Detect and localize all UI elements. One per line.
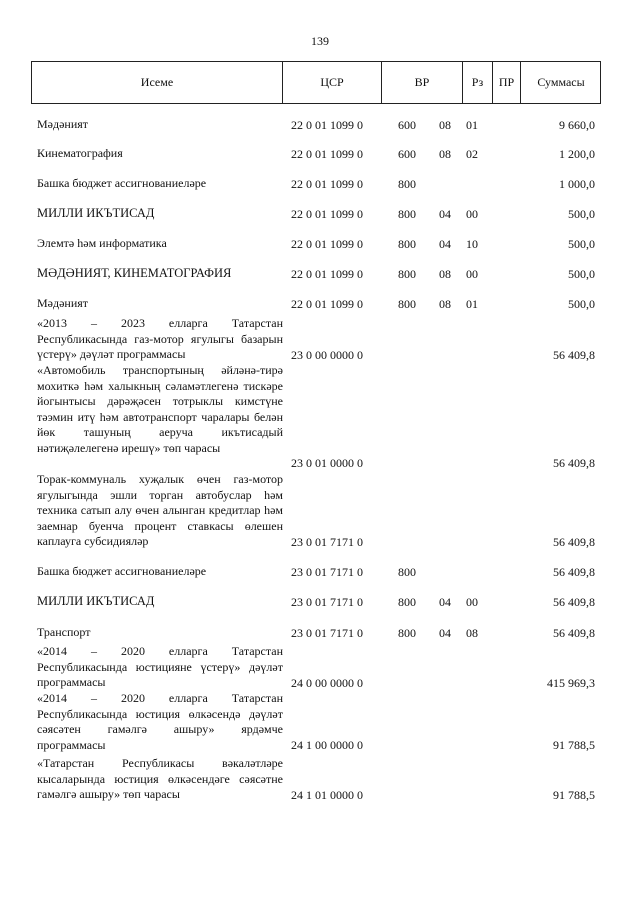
row-vr: 800	[398, 237, 416, 251]
row-name: Башка бюджет ассигнованиеләре	[37, 564, 207, 579]
table-row	[0, 595, 640, 610]
header-pr: ПР	[492, 62, 520, 103]
row-vr: 800	[398, 267, 416, 281]
row-pr: 01	[466, 297, 478, 311]
row-name: МИЛЛИ ИКЪТИСАД	[37, 206, 155, 221]
row-vr: 600	[398, 118, 416, 132]
row-name: МИЛЛИ ИКЪТИСАД	[37, 594, 155, 609]
row-vr: 600	[398, 147, 416, 161]
page-number: 139	[311, 34, 329, 48]
row-sum: 56 409,8	[553, 456, 595, 470]
row-pr: 00	[466, 595, 478, 609]
table-row	[0, 756, 640, 803]
row-name: Торак-коммуналь хуҗалык өчен газ-мотор ягулыгында эшли торган автобуслар һәм техника сатып алу өчен алынган кредитлар һәм заемнар буенча процент ставкасы өлешен каплауга субсидияләр	[37, 472, 283, 549]
row-sum: 56 409,8	[553, 348, 595, 362]
header-rz: Рз	[462, 62, 492, 103]
row-name: МӘДӘНИЯТ, КИНЕМАТОГРАФИЯ	[37, 266, 232, 281]
row-csr: 24 0 00 0000 0	[291, 676, 363, 690]
table-row	[0, 147, 640, 162]
row-name: «Автомобиль транспортының әйләнә-тирә мохиткә һәм халыкның сәламәтлегенә тискәре йогынтысы дәрәҗәсен тотрыклы кимстүне тәэмин итү һәм автотранспорт чаралары белән йөк ташуның аеруча икътисадый нәтиҗәлелегенә ирешү» төп чарасы	[37, 363, 283, 455]
row-csr: 22 0 01 1099 0	[291, 297, 363, 311]
row-name: Транспорт	[37, 625, 91, 640]
row-csr: 23 0 01 7171 0	[291, 565, 363, 579]
row-sum: 9 660,0	[559, 118, 595, 132]
row-sum: 500,0	[568, 207, 595, 221]
row-name: Мәдәният	[37, 296, 89, 311]
table-row	[0, 472, 640, 550]
row-rz: 08	[439, 147, 451, 161]
row-rz: 04	[439, 626, 451, 640]
row-sum: 415 969,3	[547, 676, 595, 690]
row-csr: 23 0 01 7171 0	[291, 626, 363, 640]
row-sum: 1 200,0	[559, 147, 595, 161]
table-row	[0, 691, 640, 753]
row-pr: 02	[466, 147, 478, 161]
table-row	[0, 644, 640, 691]
row-pr: 08	[466, 626, 478, 640]
row-csr: 22 0 01 1099 0	[291, 147, 363, 161]
row-vr: 800	[398, 177, 416, 191]
table-row	[0, 207, 640, 222]
row-pr: 00	[466, 267, 478, 281]
row-rz: 08	[439, 267, 451, 281]
row-rz: 08	[439, 297, 451, 311]
row-sum: 56 409,8	[553, 626, 595, 640]
row-rz: 08	[439, 118, 451, 132]
row-name: «Татарстан Республикасы вәкаләтләре кысаларында юстиция өлкәсендәге сәясәтне гамәлгә ашыру» төп чарасы	[37, 756, 283, 802]
table-header	[31, 61, 601, 104]
row-csr: 22 0 01 1099 0	[291, 177, 363, 191]
table-row	[0, 297, 640, 312]
row-sum: 500,0	[568, 237, 595, 251]
table-row	[0, 177, 640, 192]
table-row	[0, 237, 640, 252]
row-vr: 800	[398, 207, 416, 221]
header-name: Исеме	[140, 75, 174, 89]
row-csr: 22 0 01 1099 0	[291, 237, 363, 251]
table-row	[0, 267, 640, 282]
row-csr: 23 0 00 0000 0	[291, 348, 363, 362]
row-rz: 04	[439, 237, 451, 251]
row-sum: 500,0	[568, 297, 595, 311]
row-sum: 56 409,8	[553, 535, 595, 549]
row-name: Мәдәният	[37, 117, 89, 132]
row-rz: 04	[439, 595, 451, 609]
row-name: Башка бюджет ассигнованиеләре	[37, 176, 207, 191]
row-csr: 24 1 01 0000 0	[291, 788, 363, 802]
row-csr: 23 0 01 7171 0	[291, 535, 363, 549]
row-name: «2014 – 2020 елларга Татарстан Республикасында юстицияне үстерү» дәүләт программасы	[37, 644, 283, 690]
header-csr: ЦСР	[282, 62, 381, 103]
row-sum: 56 409,8	[553, 565, 595, 579]
row-csr: 22 0 01 1099 0	[291, 118, 363, 132]
row-vr: 800	[398, 297, 416, 311]
header-sum: Суммасы	[520, 62, 601, 103]
row-csr: 23 0 01 0000 0	[291, 456, 363, 470]
row-name: Кинематография	[37, 146, 123, 161]
row-sum: 91 788,5	[553, 738, 595, 752]
row-name: «2014 – 2020 елларга Татарстан Республикасында юстиция өлкәсендә дәүләт сәясәтен гамәлгә ашыру» ярдәмче программасы	[37, 691, 283, 752]
row-vr: 800	[398, 626, 416, 640]
row-rz: 04	[439, 207, 451, 221]
table-row	[0, 363, 640, 471]
row-csr: 22 0 01 1099 0	[291, 207, 363, 221]
row-vr: 800	[398, 595, 416, 609]
table-row	[0, 316, 640, 363]
row-pr: 00	[466, 207, 478, 221]
table-row	[0, 118, 640, 133]
row-pr: 10	[466, 237, 478, 251]
row-sum: 56 409,8	[553, 595, 595, 609]
table-row	[0, 565, 640, 580]
row-name: Элемтә һәм информатика	[37, 236, 167, 251]
header-vr: ВР	[381, 62, 462, 103]
row-vr: 800	[398, 565, 416, 579]
row-name: «2013 – 2023 елларга Татарстан Республикасында газ-мотор ягулыгы базарын үстерү» дәүләт программасы	[37, 316, 283, 362]
row-sum: 91 788,5	[553, 788, 595, 802]
row-csr: 22 0 01 1099 0	[291, 267, 363, 281]
row-csr: 23 0 01 7171 0	[291, 595, 363, 609]
row-sum: 500,0	[568, 267, 595, 281]
row-pr: 01	[466, 118, 478, 132]
row-sum: 1 000,0	[559, 177, 595, 191]
row-csr: 24 1 00 0000 0	[291, 738, 363, 752]
table-row	[0, 626, 640, 641]
